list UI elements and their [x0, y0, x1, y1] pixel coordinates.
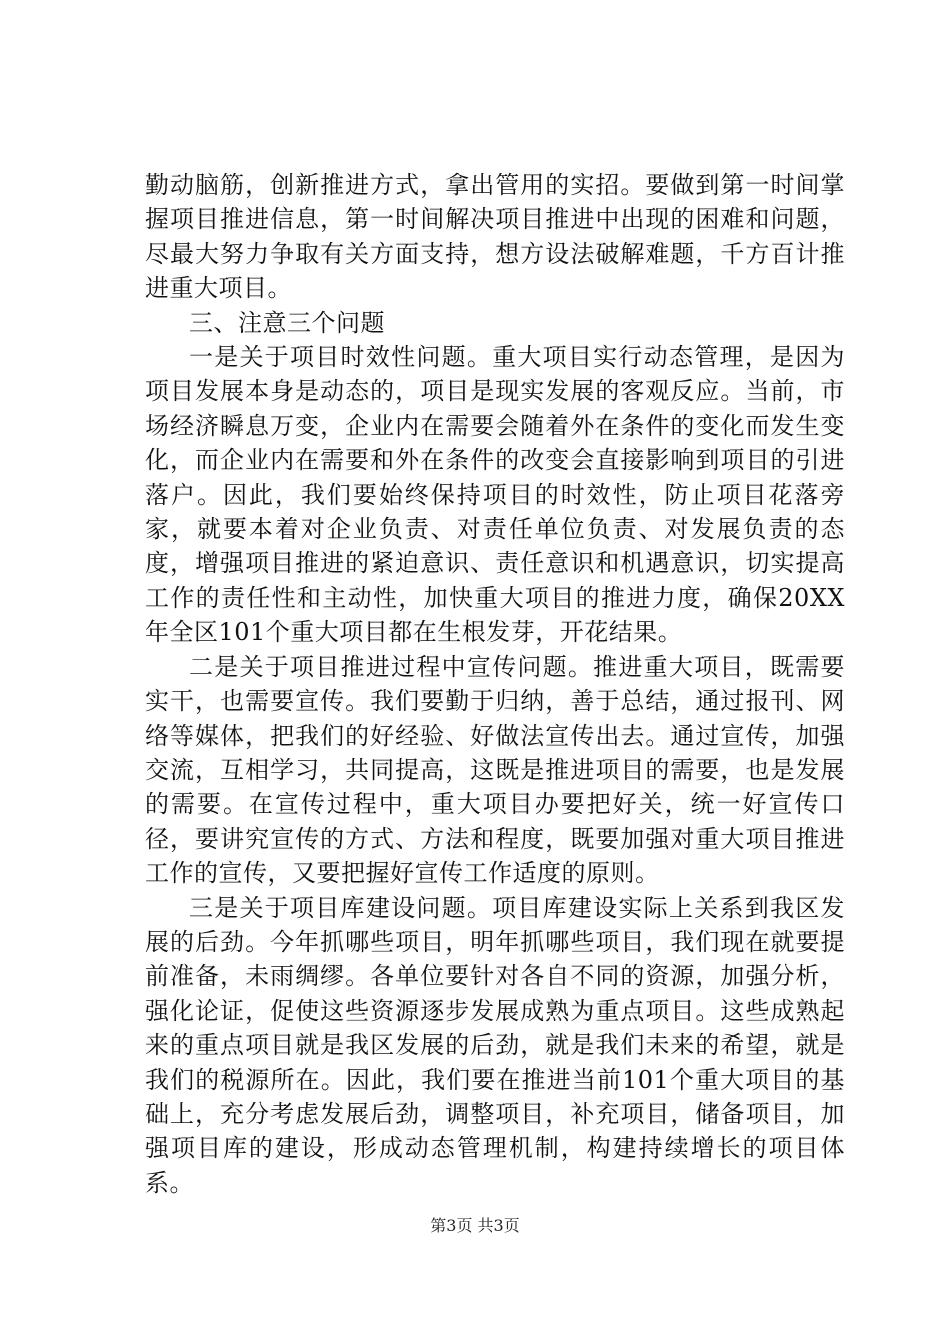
paragraph-project-library: 三是关于项目库建设问题。项目库建设实际上关系到我区发展的后劲。今年抓哪些项目，明年抓哪些项目，我们现在就要提前准备，未雨绸缪。各单位要针对各自不同的资源，加强分析，强化论证，促使这些资源逐步发展成熟为重点项目。这些成熟起来的重点项目就是我区发展的后劲，就是我们未来的希望，就是我们的税源所在。因此，我们要在推进当前101个重大项目的基础上，充分考虑发展后劲，调整项目，补充项目，储备项目，加强项目库的建设，形成动态管理机制，构建持续增长的项目体系。 — [145, 893, 845, 1197]
page-number-footer: 第3页 共3页 — [430, 1216, 520, 1235]
paragraph-continuation: 勤动脑筋，创新推进方式，拿出管用的实招。要做到第一时间掌握项目推进信息，第一时间解决项目推进中出现的困难和问题，尽最大努力争取有关方面支持，想方设法破解难题，千方百计推进重大项目。 — [145, 171, 845, 303]
paragraph-publicity: 二是关于项目推进过程中宣传问题。推进重大项目，既需要实干，也需要宣传。我们要勤于归纳，善于总结，通过报刊、网络等媒体，把我们的好经验、好做法宣传出去。通过宣传，加强交流，互相学习，共同提高，这既是推进项目的需要，也是发展的需要。在宣传过程中，重大项目办要把好关，统一好宣传口径，要讲究宣传的方式、方法和程度，既要加强对重大项目推进工作的宣传，又要把握好宣传工作适度的原则。 — [145, 652, 845, 888]
section-heading: 三、注意三个问题 — [189, 308, 385, 337]
document-body — [145, 168, 845, 1200]
paragraph-timeliness: 一是关于项目时效性问题。重大项目实行动态管理，是因为项目发展本身是动态的，项目是现实发展的客观反应。当前，市场经济瞬息万变，企业内在需要会随着外在条件的变化而发生变化，而企业内在需要和外在条件的改变会直接影响到项目的引进落户。因此，我们要始终保持项目的时效性，防止项目花落旁家，就要本着对企业负责、对责任单位负责、对发展负责的态度，增强项目推进的紧迫意识、责任意识和机遇意识，切实提高工作的责任性和主动性，加快重大项目的推进力度，确保20XX年全区101个重大项目都在生根发芽，开花结果。 — [145, 343, 845, 647]
